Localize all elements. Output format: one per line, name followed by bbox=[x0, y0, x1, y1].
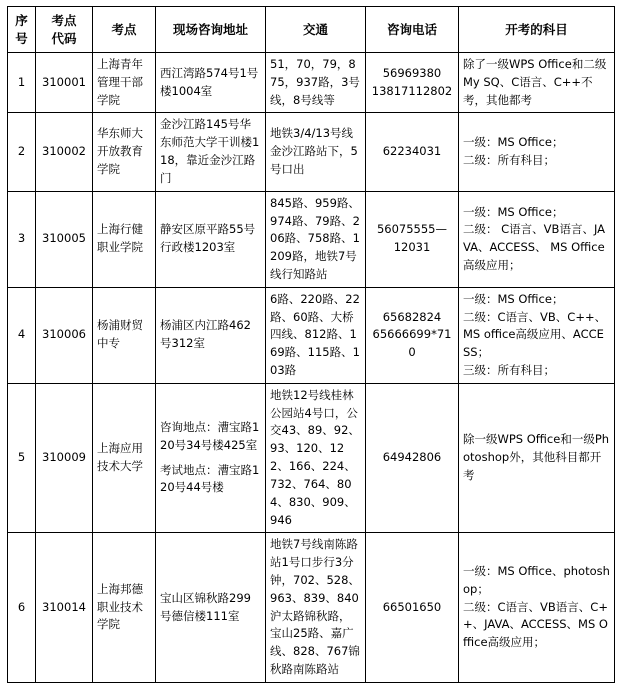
cell-phone bbox=[366, 287, 459, 383]
table-row bbox=[8, 383, 615, 533]
cell-index: 5 bbox=[8, 383, 36, 533]
cell-subjects bbox=[459, 533, 615, 683]
phone-line: 64942806 bbox=[382, 450, 442, 465]
phone-line: 56075555— bbox=[376, 222, 448, 237]
subject-line: 二级： C语言、VB语言、JAVA、ACCESS、 MS Office高级应用； bbox=[463, 222, 605, 273]
cell-address: 静安区原平路55号行政楼1203室 bbox=[156, 191, 266, 287]
table-body bbox=[8, 53, 615, 683]
cell-phone bbox=[366, 383, 459, 533]
phone-line: 56969380 bbox=[382, 65, 442, 80]
cell-site: 上海青年管理干部学院 bbox=[93, 53, 156, 113]
cell-phone bbox=[366, 533, 459, 683]
cell-index: 6 bbox=[8, 533, 36, 683]
cell-code: 310006 bbox=[36, 287, 93, 383]
cell-traffic: 845路、959路、974路、79路、206路、758路、1209路，地铁7号线行知路站 bbox=[266, 191, 366, 287]
phone-line: 62234031 bbox=[382, 144, 442, 159]
cell-code: 310009 bbox=[36, 383, 93, 533]
table-row bbox=[8, 191, 615, 287]
cell-site: 上海邦德职业技术学院 bbox=[93, 533, 156, 683]
cell-traffic: 51，70，79，875，937路，3号线，8号线等 bbox=[266, 53, 366, 113]
cell-site: 杨浦财贸中专 bbox=[93, 287, 156, 383]
cell-address: 西江湾路574号1号楼1004室 bbox=[156, 53, 266, 113]
column-header-traffic: 交通 bbox=[266, 7, 366, 53]
phone-line: 12031 bbox=[393, 240, 431, 255]
cell-site: 上海行健职业学院 bbox=[93, 191, 156, 287]
subject-line: 三级：所有科目； bbox=[463, 363, 555, 377]
column-header-index-line-1: 序 bbox=[15, 13, 28, 28]
cell-address: 宝山区锦秋路299号德信楼111室 bbox=[156, 533, 266, 683]
subject-line: 一级：MS Office； bbox=[463, 204, 564, 219]
cell-address: 杨浦区内江路462号312室 bbox=[156, 287, 266, 383]
column-header-subjects: 开考的科目 bbox=[459, 7, 615, 53]
subject-line: 二级：C语言、VB、C++、MS office高级应用、ACCESS； bbox=[463, 309, 607, 360]
table-row bbox=[8, 533, 615, 683]
column-header-code-line-2: 代码 bbox=[51, 30, 77, 46]
cell-index: 2 bbox=[8, 113, 36, 191]
phone-line: 13817112802 bbox=[371, 83, 453, 98]
cell-subjects bbox=[459, 113, 615, 191]
address-paragraph: 考试地点：漕宝路120号44号楼 bbox=[160, 462, 260, 495]
phone-line: 65682824 bbox=[382, 309, 442, 324]
column-header-index-line-2: 号 bbox=[15, 30, 28, 46]
column-header-code-line-1: 考点 bbox=[51, 13, 77, 28]
address-paragraph: 咨询地点：漕宝路120号34号楼425室 bbox=[160, 419, 260, 452]
table-header-row bbox=[8, 7, 615, 53]
subject-line: 一级：MS Office； bbox=[463, 135, 564, 150]
cell-phone bbox=[366, 53, 459, 113]
cell-subjects: 除了一级WPS Office和二级My SQ、C语言、C++不考，其他都考 bbox=[459, 53, 615, 113]
cell-index: 4 bbox=[8, 287, 36, 383]
cell-subjects bbox=[459, 191, 615, 287]
table-row bbox=[8, 113, 615, 191]
cell-traffic: 地铁7号线南陈路站1号口步行3分钟，702、528、963、839、840沪太路锦秋路，宝山25路、嘉广线、828、767锦秋路南陈路站 bbox=[266, 533, 366, 683]
cell-subjects bbox=[459, 287, 615, 383]
column-header-code bbox=[36, 7, 93, 53]
cell-address: 金沙江路145号华东师范大学干训楼118，靠近金沙江路门 bbox=[156, 113, 266, 191]
column-header-phone: 咨询电话 bbox=[366, 7, 459, 53]
cell-subjects: 除一级WPS Office和一级Photoshop外，其他科目都开考 bbox=[459, 383, 615, 533]
cell-traffic: 地铁3/4/13号线金沙江路站下，5号口出 bbox=[266, 113, 366, 191]
cell-code: 310005 bbox=[36, 191, 93, 287]
subject-line: 一级：MS Office； bbox=[463, 291, 564, 306]
column-header-index bbox=[8, 7, 36, 53]
cell-address bbox=[156, 383, 266, 533]
cell-site: 华东师大开放教育学院 bbox=[93, 113, 156, 191]
cell-phone bbox=[366, 113, 459, 191]
cell-code: 310002 bbox=[36, 113, 93, 191]
subject-line: 二级：C语言、VB语言、C++、JAVA、ACCESS、MS Office高级应用； bbox=[463, 599, 608, 650]
subject-line: 二级：所有科目； bbox=[463, 153, 555, 168]
cell-traffic: 6路、220路、22路、60路、大桥四线、812路、169路、115路、103路 bbox=[266, 287, 366, 383]
cell-traffic: 地铁12号线桂林公园站4号口，公交43、89、92、93、120、122、166、224、732、764、804、830、909、946 bbox=[266, 383, 366, 533]
column-header-address: 现场咨询地址 bbox=[156, 7, 266, 53]
cell-site: 上海应用技术大学 bbox=[93, 383, 156, 533]
phone-line: 66501650 bbox=[382, 599, 442, 614]
cell-index: 3 bbox=[8, 191, 36, 287]
phone-line: 65666699*710 bbox=[372, 327, 452, 360]
table-row bbox=[8, 287, 615, 383]
cell-phone bbox=[366, 191, 459, 287]
exam-site-table bbox=[7, 6, 615, 683]
column-header-site: 考点 bbox=[93, 7, 156, 53]
cell-index: 1 bbox=[8, 53, 36, 113]
subject-line: 一级：MS Office、photoshop； bbox=[463, 564, 610, 596]
table-row bbox=[8, 53, 615, 113]
cell-code: 310001 bbox=[36, 53, 93, 113]
cell-code: 310014 bbox=[36, 533, 93, 683]
